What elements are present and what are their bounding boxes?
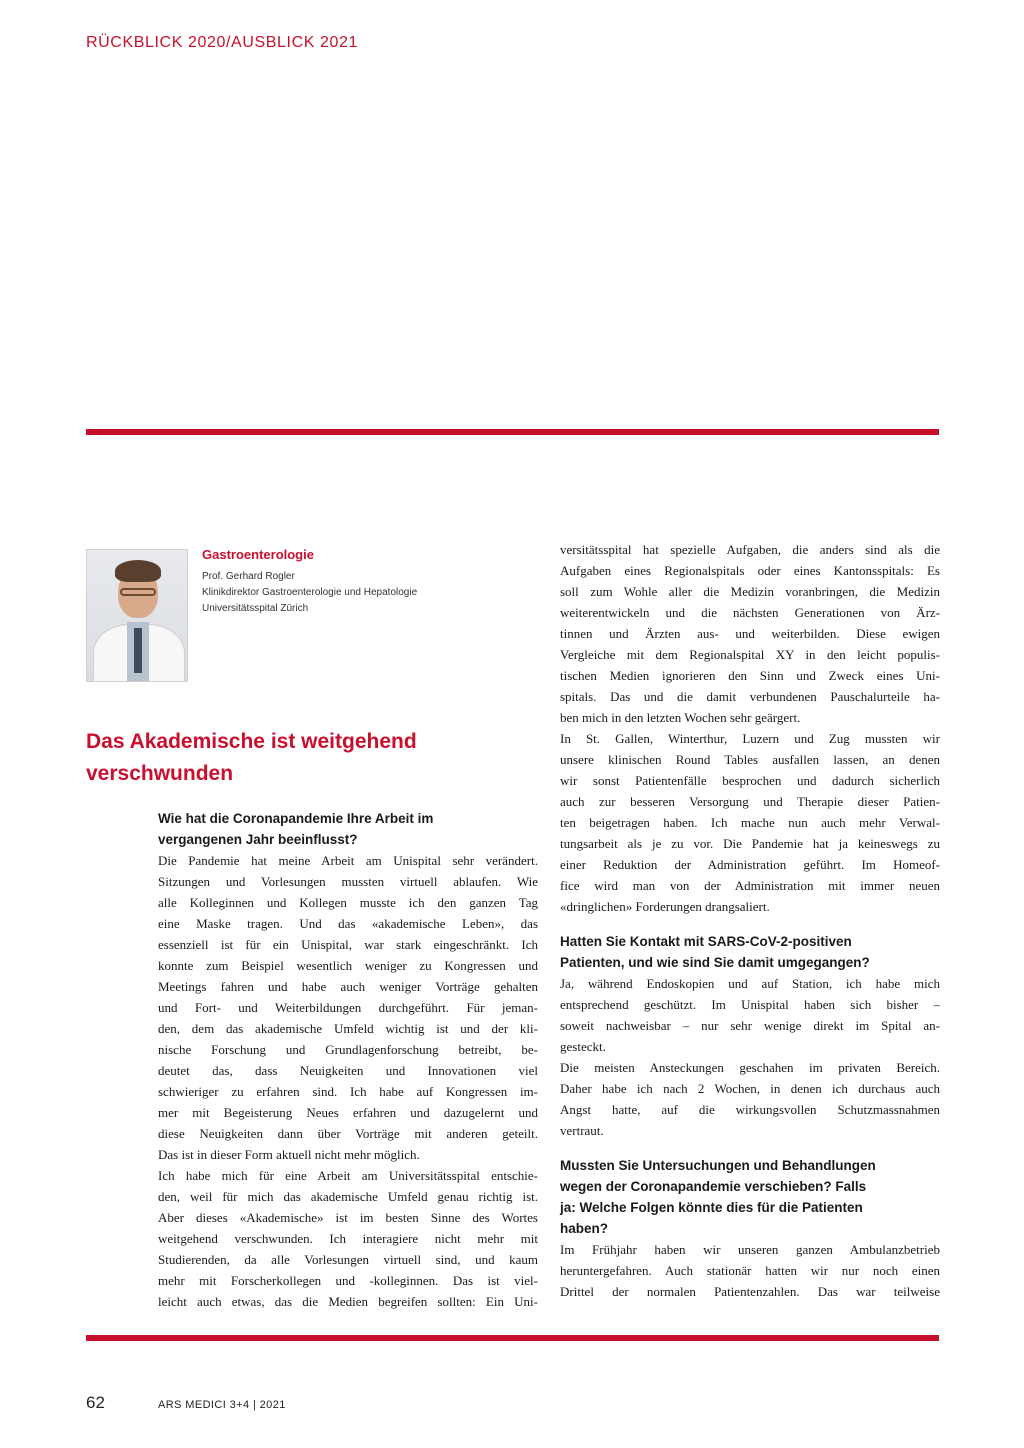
body-text-line: essenziell ist für ein Unispital, war stark eingeschränkt. Ich (158, 937, 538, 952)
right-text-column (560, 539, 940, 1302)
body-text-line: Ja, während Endoskopien und auf Station, ich habe mich (560, 976, 940, 991)
body-text-line: Die Pandemie hat meine Arbeit am Unispital sehr verändert. (158, 853, 538, 868)
body-text-line: weitgehend verschwunden. Ich interagiere nicht mehr mit (158, 1231, 538, 1246)
body-text-line: deutet das, dass Neuigkeiten und Innovationen viel (158, 1063, 538, 1078)
body-text-line: wir sonst Patientenfälle besprochen und dadurch sicherlich (560, 773, 940, 788)
body-text-line: den, dem das akademische Umfeld wichtig ist und der kli- (158, 1021, 538, 1036)
body-text-line: einer Reduktion der Administration geführt. Im Homeof- (560, 857, 940, 872)
interview-question-line: Mussten Sie Untersuchungen und Behandlungen (560, 1158, 876, 1173)
body-text-line: spitals. Das und die damit verbundenen Pauschalurteile ha- (560, 689, 940, 704)
interview-question-line: wegen der Coronapandemie verschieben? Falls (560, 1179, 867, 1194)
body-text-line: Ich habe mich für eine Arbeit am Universitätsspital entschie- (158, 1168, 538, 1183)
body-text-line: Sitzungen und Vorlesungen mussten virtuell ablaufen. Wie (158, 874, 538, 889)
body-text-line: mer mit Begeisterung Neues erfahren und dazugelernt und (158, 1105, 538, 1120)
section-header: RÜCKBLICK 2020/AUSBLICK 2021 (86, 34, 359, 51)
body-text-line: soweit nachweisbar – nur sehr wenige direkt im Spital an- (560, 1018, 940, 1033)
author-portrait (86, 549, 188, 682)
top-red-rule (86, 429, 939, 435)
author-name: Prof. Gerhard Rogler (202, 571, 295, 582)
body-text-line: versitätsspital hat spezielle Aufgaben, die anders sind als die (560, 542, 940, 557)
body-text-line: Aber dieses «Akademische» ist im besten Sinne des Wortes (158, 1210, 538, 1225)
body-text-line: und Fort- und Weiterbildungen durchgeführt. Für jeman- (158, 1000, 538, 1015)
page-footer (86, 1393, 286, 1413)
journal-issue: ARS MEDICI 3+4 | 2021 (158, 1399, 286, 1411)
body-text-line: den, weil für mich das akademische Umfeld genau richtig ist. (158, 1189, 538, 1204)
interview-question-line: ja: Welche Folgen könnte dies für die Patienten (560, 1200, 863, 1215)
body-text-line: mehr mit Forscherkollegen und -kolleginnen. Das ist viel- (158, 1273, 538, 1288)
body-text-line: Drittel der normalen Patientenzahlen. Das war teilweise (560, 1284, 940, 1299)
body-text-line: tinnen und Ärzten aus- und weiterbilden. Diese ewigen (560, 626, 940, 641)
body-text-line: Das ist in dieser Form aktuell nicht mehr möglich. (158, 1147, 420, 1162)
body-text-line: alle Kolleginnen und Kollegen musste ich den ganzen Tag (158, 895, 538, 910)
interview-question-line: vergangenen Jahr beeinflusst? (158, 832, 358, 847)
body-text-line: Aufgaben eines Regionalspitals oder eines Kantonsspitals: Es (560, 563, 940, 578)
body-text-line: eine Maske tragen. Und das «akademische Leben», das (158, 916, 538, 931)
author-byline (202, 569, 417, 617)
article-title-line: Das Akademische ist weitgehend (86, 730, 417, 753)
author-institution: Universitätsspital Zürich (202, 603, 309, 614)
body-text-line: fice wird man von der Administration mit immer neuen (560, 878, 940, 893)
body-text-line: schwieriger zu erfahren sind. Ich habe auf Kongressen im- (158, 1084, 538, 1099)
body-text-line: vertraut. (560, 1123, 604, 1138)
left-text-column (158, 808, 538, 1312)
body-text-line: soll zum Wohle aller die Medizin voranbringen, die Medizin (560, 584, 940, 599)
body-text-line: weiterentwickeln und die nächsten Generationen von Ärz- (560, 605, 940, 620)
body-text-line: Vergleiche mit dem Regionalspital XY in den leicht populis- (560, 647, 940, 662)
paragraph-gap (560, 1141, 940, 1155)
article-title (86, 726, 417, 790)
interview-question-line: Wie hat die Coronapandemie Ihre Arbeit im (158, 811, 434, 826)
body-text-line: Studierenden, da alle Vorlesungen virtuell sind, und kaum (158, 1252, 538, 1267)
body-text-line: gesteckt. (560, 1039, 606, 1054)
interview-question-line: Patienten, und wie sind Sie damit umgegangen? (560, 955, 870, 970)
body-text-line: «dringlichen» Forderungen drangsaliert. (560, 899, 770, 914)
department-label: Gastroenterologie (202, 547, 314, 562)
body-text-line: diese Neuigkeiten dann über Vorträge mit anderen geteilt. (158, 1126, 538, 1141)
body-text-line: Die meisten Ansteckungen geschahen im privaten Bereich. (560, 1060, 940, 1075)
interview-question-line: Hatten Sie Kontakt mit SARS-CoV-2-positiven (560, 934, 852, 949)
body-text-line: leicht auch etwas, das die Medien begreifen sollten: Ein Uni- (158, 1294, 538, 1309)
body-text-line: Angst hatte, auf die wirkungsvollen Schutzmassnahmen (560, 1102, 940, 1117)
interview-question-line: haben? (560, 1221, 609, 1236)
body-text-line: konnte zum Beispiel wesentlich weniger zu Kongressen und (158, 958, 538, 973)
body-text-line: heruntergefahren. Auch stationär hatten wir nur noch einen (560, 1263, 940, 1278)
body-text-line: ten beigetragen haben. Ich mache nun auch mehr Verwal- (560, 815, 940, 830)
body-text-line: Im Frühjahr haben wir unseren ganzen Ambulanzbetrieb (560, 1242, 940, 1257)
body-text-line: In St. Gallen, Winterthur, Luzern und Zug mussten wir (560, 731, 940, 746)
page-number: 62 (86, 1393, 105, 1412)
body-text-line: entsprechend geschützt. Im Unispital haben sich bisher – (560, 997, 940, 1012)
body-text-line: unsere klinischen Round Tables ausfallen lassen, an denen (560, 752, 940, 767)
paragraph-gap (560, 917, 940, 931)
body-text-line: nische Forschung und Grundlagenforschung betreibt, be- (158, 1042, 538, 1057)
author-role: Klinikdirektor Gastroenterologie und Hepatologie (202, 587, 418, 598)
body-text-line: Meetings fahren und habe auch weniger Vorträge gehalten (158, 979, 538, 994)
body-text-line: auch zur besseren Versorgung und Therapie dieser Patien- (560, 794, 940, 809)
body-text-line: tischen Medien ignorieren den Sinn und Zweck eines Uni- (560, 668, 940, 683)
body-text-line: tungsarbeit als je zu vor. Die Pandemie hat ja keineswegs zu (560, 836, 940, 851)
body-text-line: Daher habe ich nach 2 Wochen, in denen ich durchaus auch (560, 1081, 940, 1096)
article-title-line: verschwunden (86, 762, 234, 785)
bottom-red-rule (86, 1335, 939, 1341)
body-text-line: ben mich in den letzten Wochen sehr geärgert. (560, 710, 801, 725)
